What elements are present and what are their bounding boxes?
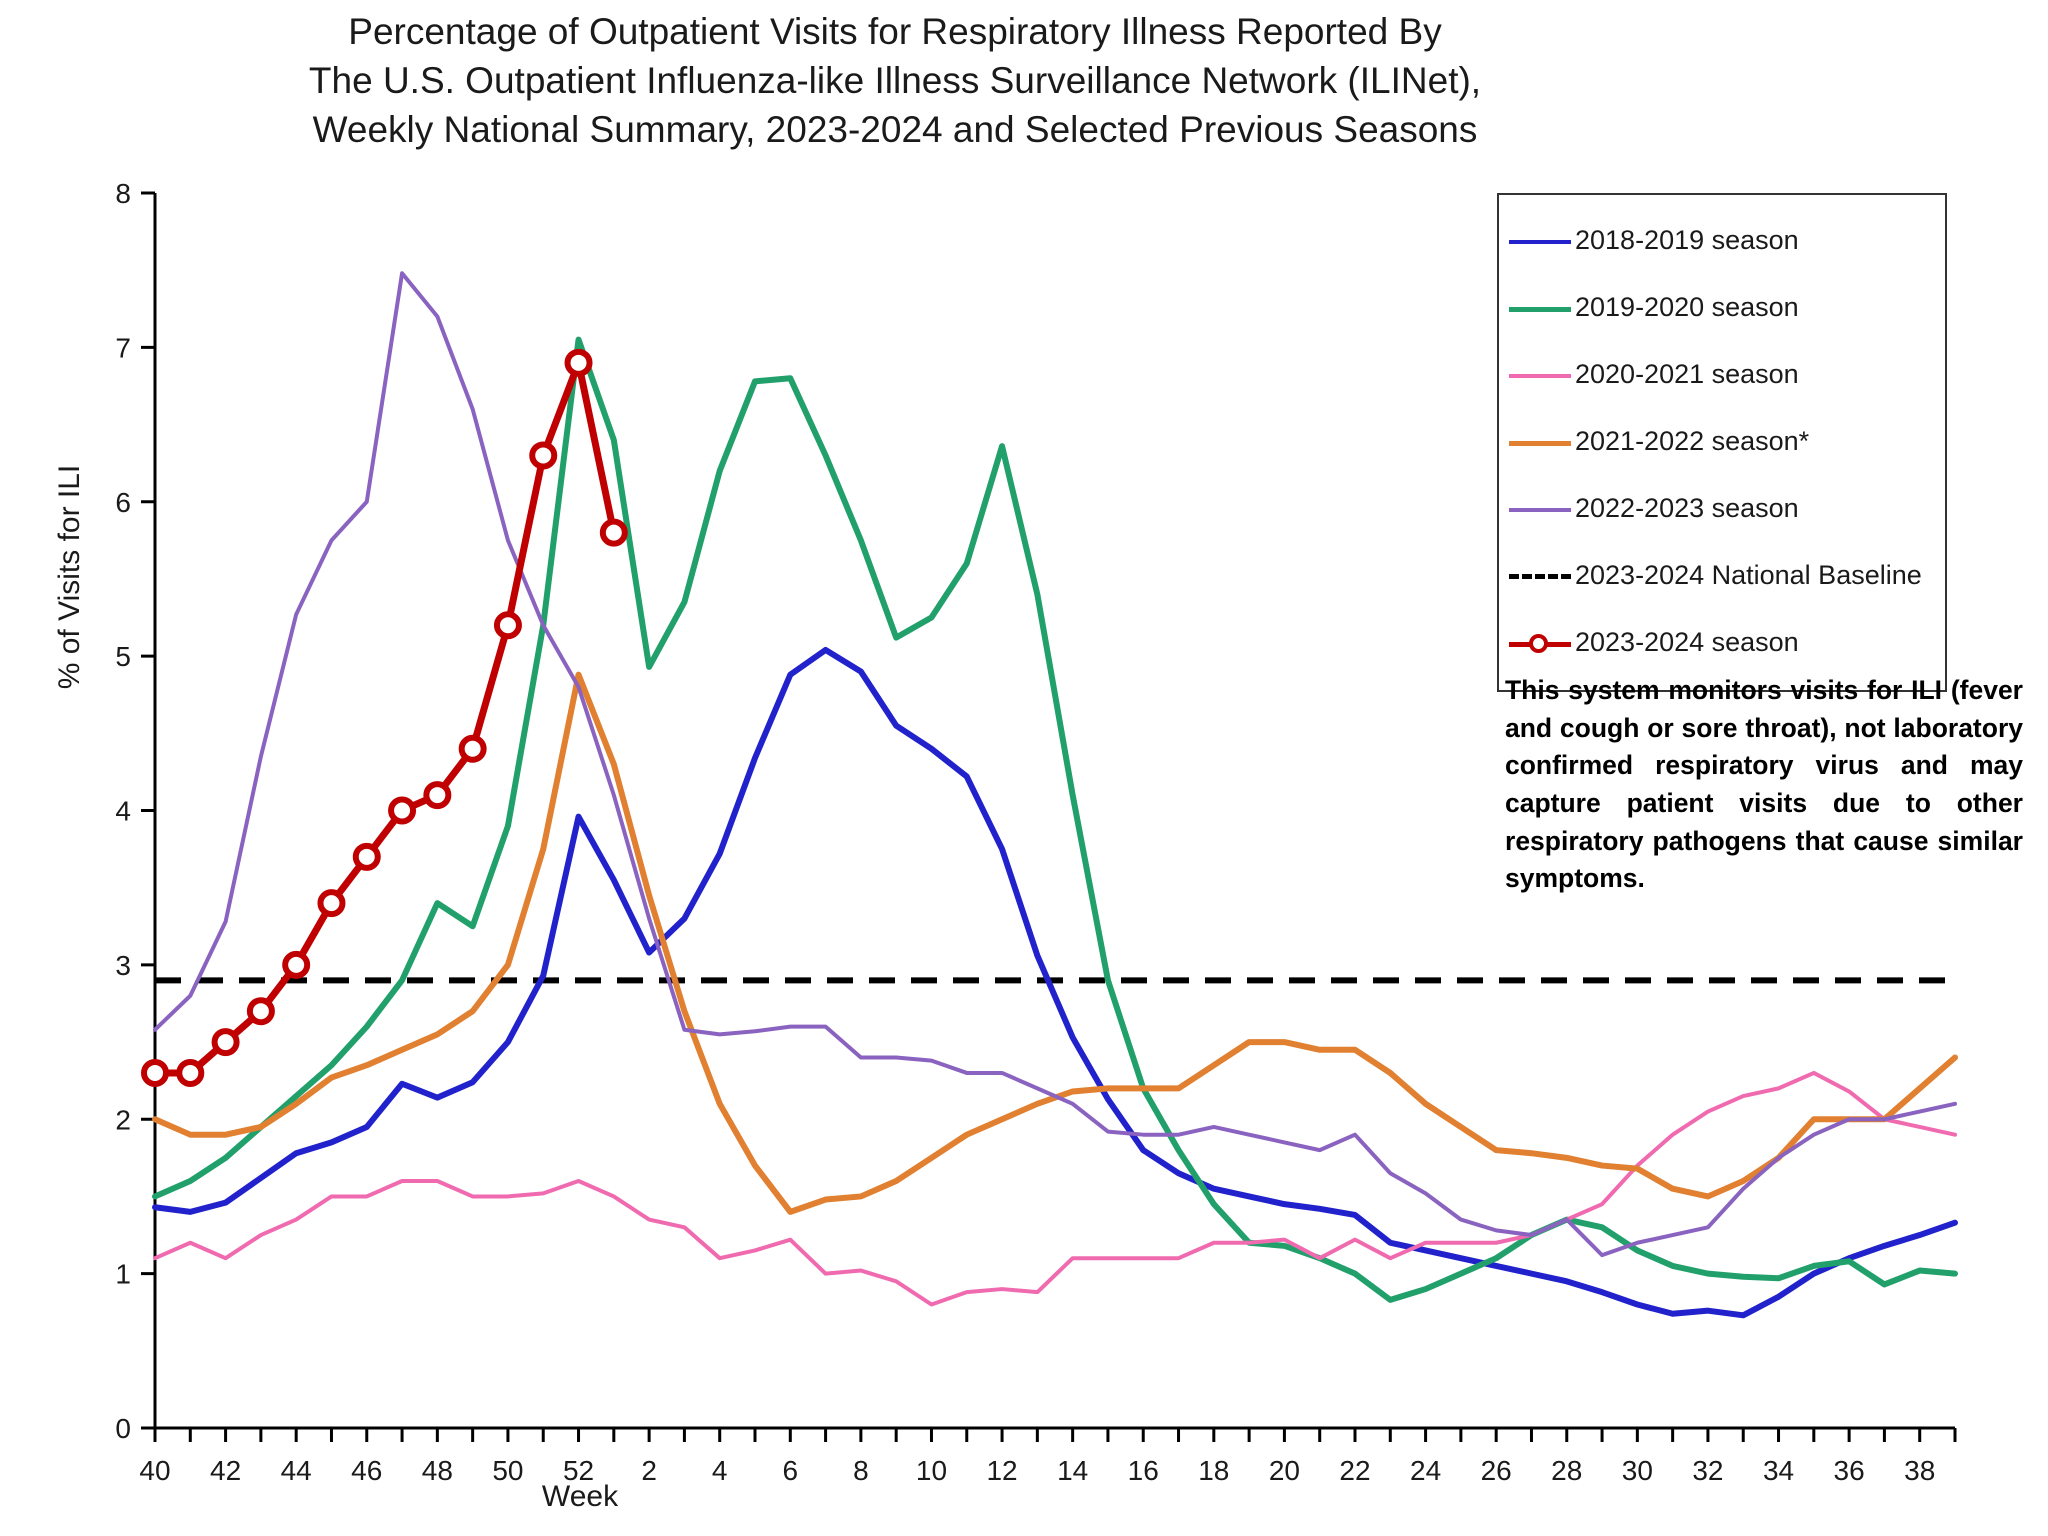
y-axis-label: % of Visits for ILI xyxy=(53,464,86,690)
legend-line-marker-icon xyxy=(1509,633,1571,653)
svg-text:0: 0 xyxy=(115,1413,131,1444)
svg-text:10: 10 xyxy=(915,1455,948,1486)
svg-text:3: 3 xyxy=(115,949,131,981)
legend-item-label: 2018-2019 season xyxy=(1575,225,1799,255)
chart-legend xyxy=(1497,193,1947,692)
legend-item-2022-2023[interactable] xyxy=(1499,475,1945,542)
svg-text:14: 14 xyxy=(1057,1455,1089,1486)
svg-text:8: 8 xyxy=(853,1455,869,1486)
svg-text:16: 16 xyxy=(1127,1455,1159,1486)
legend-item-2018-2019[interactable] xyxy=(1499,207,1945,274)
legend-item-label: 2019-2020 season xyxy=(1575,292,1799,322)
svg-text:38: 38 xyxy=(1904,1455,1936,1486)
svg-text:44: 44 xyxy=(280,1455,312,1486)
legend-item-2021-2022[interactable] xyxy=(1499,408,1945,475)
svg-text:36: 36 xyxy=(1833,1455,1865,1486)
svg-text:18: 18 xyxy=(1198,1455,1230,1486)
legend-item-label: 2023-2024 National Baseline xyxy=(1575,560,1922,590)
svg-text:1: 1 xyxy=(115,1258,131,1290)
x-axis-label: Week xyxy=(541,1480,619,1513)
svg-text:4: 4 xyxy=(711,1455,728,1486)
svg-text:12: 12 xyxy=(986,1455,1018,1486)
title-line-3: Weekly National Summary, 2023-2024 and Selected Previous Seasons xyxy=(312,108,1478,150)
svg-text:42: 42 xyxy=(210,1455,242,1486)
legend-item-2023-2024[interactable] xyxy=(1499,609,1945,676)
svg-text:30: 30 xyxy=(1621,1455,1653,1486)
legend-line-icon xyxy=(1509,231,1571,251)
legend-item-label: 2023-2024 season xyxy=(1575,627,1799,657)
svg-text:6: 6 xyxy=(115,486,131,518)
svg-text:6: 6 xyxy=(782,1455,799,1486)
legend-line-icon xyxy=(1509,432,1571,452)
svg-text:20: 20 xyxy=(1268,1455,1300,1486)
svg-text:24: 24 xyxy=(1410,1455,1442,1486)
svg-text:4: 4 xyxy=(115,795,131,827)
title-line-1: Percentage of Outpatient Visits for Respiratory Illness Reported By xyxy=(348,11,1442,52)
chart-note: This system monitors visits for ILI (fever and cough or sore throat), not laboratory confirmed respiratory virus and may capture patient visits due to other respiratory pathogens that cause similar symptoms. xyxy=(1505,675,2023,894)
svg-text:2: 2 xyxy=(641,1455,657,1486)
title-line-2: The U.S. Outpatient Influenza-like Illness Surveillance Network (ILINet), xyxy=(308,59,1482,101)
svg-text:50: 50 xyxy=(492,1455,524,1486)
svg-text:34: 34 xyxy=(1762,1455,1795,1486)
legend-item-2020-2021[interactable] xyxy=(1499,341,1945,408)
svg-text:7: 7 xyxy=(115,332,131,364)
svg-text:8: 8 xyxy=(115,178,131,209)
legend-item-label: 2022-2023 season xyxy=(1575,493,1799,523)
legend-line-icon xyxy=(1509,298,1571,318)
legend-dashed-line-icon xyxy=(1509,566,1571,586)
legend-item-label: 2021-2022 season* xyxy=(1575,426,1810,456)
svg-text:32: 32 xyxy=(1692,1455,1724,1486)
svg-text:48: 48 xyxy=(421,1455,453,1486)
svg-text:40: 40 xyxy=(139,1455,171,1486)
legend-item-label: 2020-2021 season xyxy=(1575,359,1799,389)
svg-text:46: 46 xyxy=(351,1455,383,1486)
legend-item-baseline[interactable] xyxy=(1499,542,1945,609)
svg-text:5: 5 xyxy=(115,641,131,673)
legend-line-icon xyxy=(1509,499,1571,519)
svg-text:52: 52 xyxy=(562,1455,595,1486)
svg-text:28: 28 xyxy=(1551,1455,1583,1486)
svg-text:2: 2 xyxy=(115,1104,131,1136)
legend-line-icon xyxy=(1509,365,1571,385)
svg-text:26: 26 xyxy=(1480,1455,1512,1486)
legend-item-2019-2020[interactable] xyxy=(1499,274,1945,341)
svg-text:22: 22 xyxy=(1339,1455,1371,1486)
